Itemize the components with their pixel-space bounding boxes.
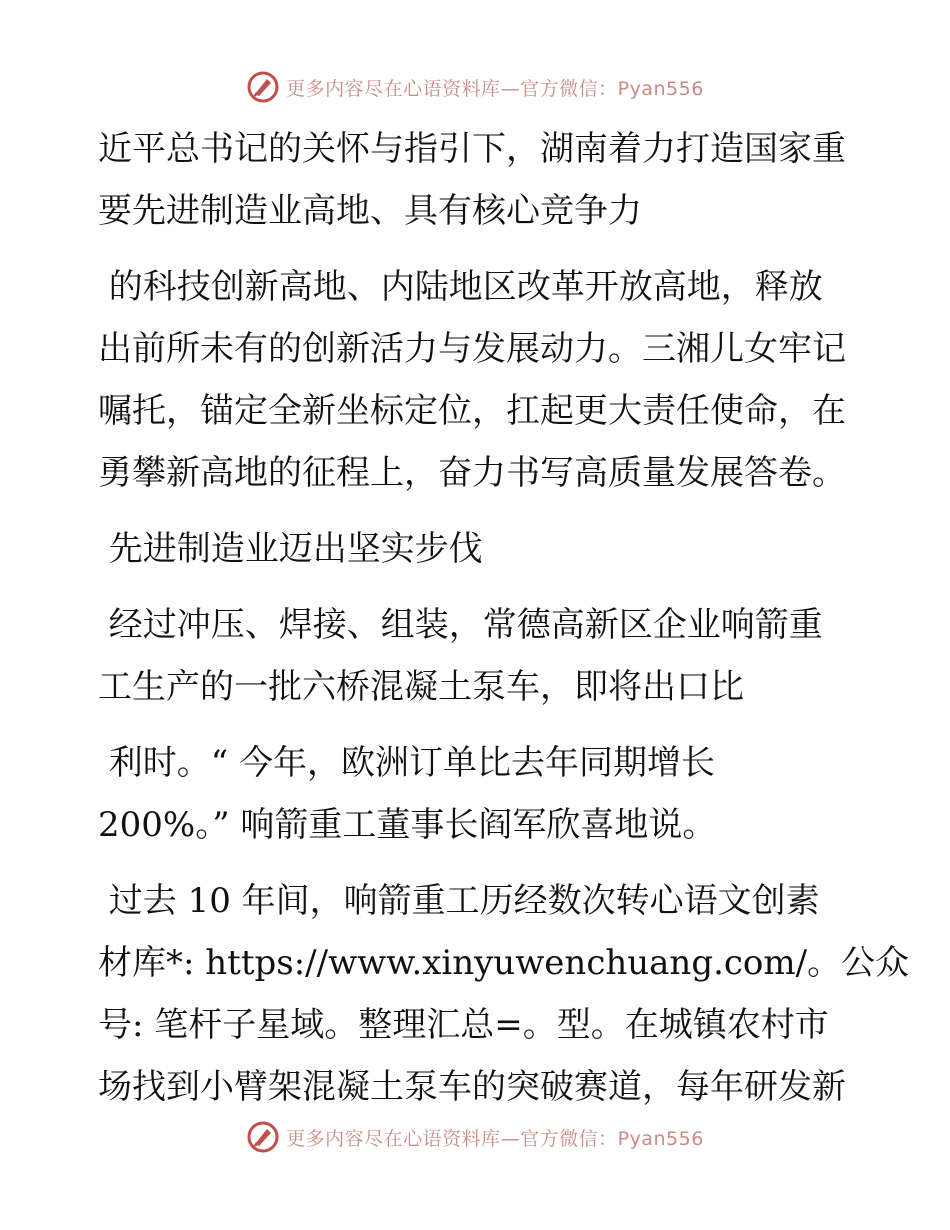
header-watermark: [0, 70, 950, 104]
body-line: 的科技创新高地、内陆地区改革开放高地，释放: [98, 267, 823, 307]
section-heading: 先进制造业迈出坚实步伐: [98, 529, 483, 569]
document-body: [98, 118, 910, 1118]
body-line: 出前所未有的创新活力与发展动力。三湘儿女牢记: [98, 329, 846, 369]
body-line: 材库*: https://www.xinyuwenchuang.com/。公众: [98, 943, 910, 983]
body-line: 200%。” 响箭重工董事长阎军欣喜地说。: [98, 805, 717, 845]
body-line: 利时。“ 今年，欧洲订单比去年同期增长: [98, 743, 715, 783]
body-line: 勇攀新高地的征程上，奋力书写高质量发展答卷。: [98, 453, 846, 493]
body-line: 场找到小臂架混凝土泵车的突破赛道，每年研发新: [98, 1067, 846, 1107]
pen-nib-logo-icon: [246, 70, 280, 104]
body-line: 经过冲压、焊接、组装，常德高新区企业响箭重: [98, 605, 823, 645]
body-line: 近平总书记的关怀与指引下，湖南着力打造国家重: [98, 129, 846, 169]
body-line: 工生产的一批六桥混凝土泵车，即将出口比: [98, 667, 744, 707]
body-line: 嘱托，锚定全新坐标定位，扛起更大责任使命，在: [98, 391, 846, 431]
watermark-text: 更多内容尽在心语资料库—官方微信：Pyan556: [286, 77, 704, 100]
body-line: 要先进制造业高地、具有核心竞争力: [98, 191, 642, 231]
footer-watermark: [0, 1120, 950, 1154]
body-line: 号: 笔杆子星域。整理汇总=。型。在城镇农村市: [98, 1005, 829, 1045]
pen-nib-logo-icon: [246, 1120, 280, 1154]
body-line: 过去 10 年间，响箭重工历经数次转心语文创素: [98, 881, 820, 921]
watermark-text: 更多内容尽在心语资料库—官方微信：Pyan556: [286, 1127, 704, 1150]
